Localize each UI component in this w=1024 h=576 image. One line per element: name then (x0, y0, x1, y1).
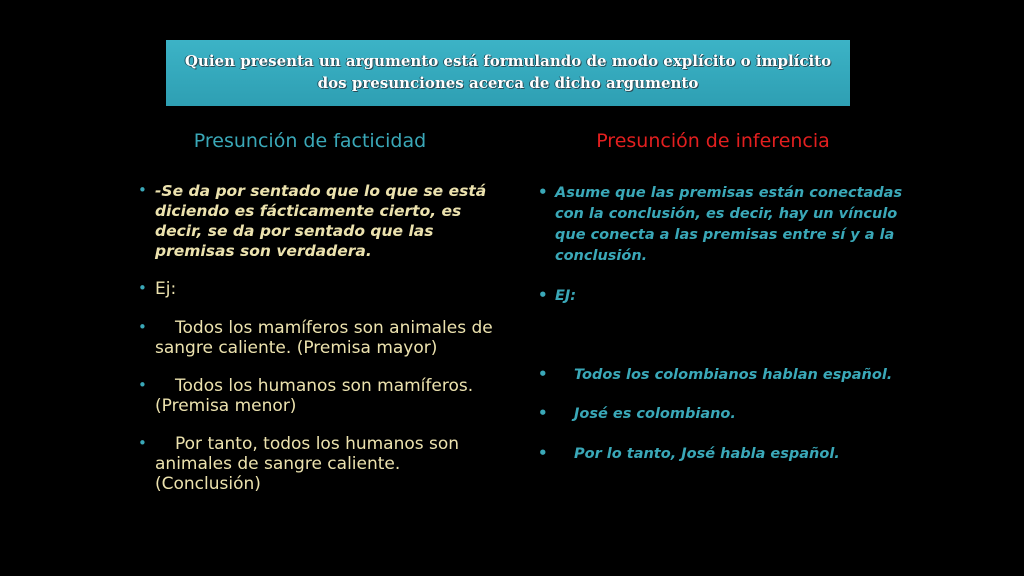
bullet-icon: • (538, 444, 548, 462)
left-item-content: Por tanto, todos los humanos son animales de sangre caliente. (Conclusión) (155, 434, 460, 494)
bullet-icon: • (138, 181, 147, 199)
banner-text: Quien presenta un argumento está formulando de modo explícito o implícito dos presunciones acerca de dicho argumento (184, 52, 832, 92)
title-banner (166, 40, 850, 106)
right-item-text: Por lo tanto, José habla español. (574, 446, 840, 462)
right-item-text: Todos los colombianos hablan español. (574, 367, 893, 383)
right-item-text: José es colombiano. (574, 406, 736, 422)
left-heading: Presunción de facticidad (193, 130, 427, 152)
list-item (138, 376, 498, 416)
left-item-text (155, 318, 498, 358)
list-item (138, 318, 498, 358)
left-item-text: Ej: (155, 279, 177, 299)
bullet-icon: • (138, 279, 147, 297)
list-item (538, 183, 918, 267)
bullet-icon: • (538, 286, 548, 304)
right-heading: Presunción de inferencia (596, 130, 830, 152)
left-item-content: Todos los mamíferos son animales de sangre caliente. (Premisa mayor) (155, 318, 493, 358)
list-item (138, 181, 498, 261)
left-item-text (155, 434, 498, 494)
bullet-icon: • (138, 376, 147, 394)
left-item-text (155, 376, 498, 416)
left-item-content: Todos los humanos son mamíferos. (Premisa menor) (155, 376, 474, 416)
list-item (538, 286, 918, 307)
left-item-text: -Se da por sentado que lo que se está diciendo es fácticamente cierto, es decir, se da por sentado que las premisas son verdadera. (155, 182, 487, 260)
bullet-icon: • (538, 183, 548, 201)
right-item-text: Asume que las premisas están conectadas con la conclusión, es decir, hay un vínculo que conecta a las premisas entre sí y a la conclusión. (555, 185, 903, 264)
bullet-icon: • (138, 434, 147, 452)
list-item (538, 444, 918, 465)
bullet-icon: • (538, 365, 548, 383)
bullet-icon: • (538, 404, 548, 422)
list-item (538, 404, 918, 425)
list-item (538, 365, 918, 386)
bullet-icon: • (138, 318, 147, 336)
list-item (138, 434, 498, 494)
right-item-text: EJ: (555, 288, 577, 304)
list-item (138, 279, 498, 299)
